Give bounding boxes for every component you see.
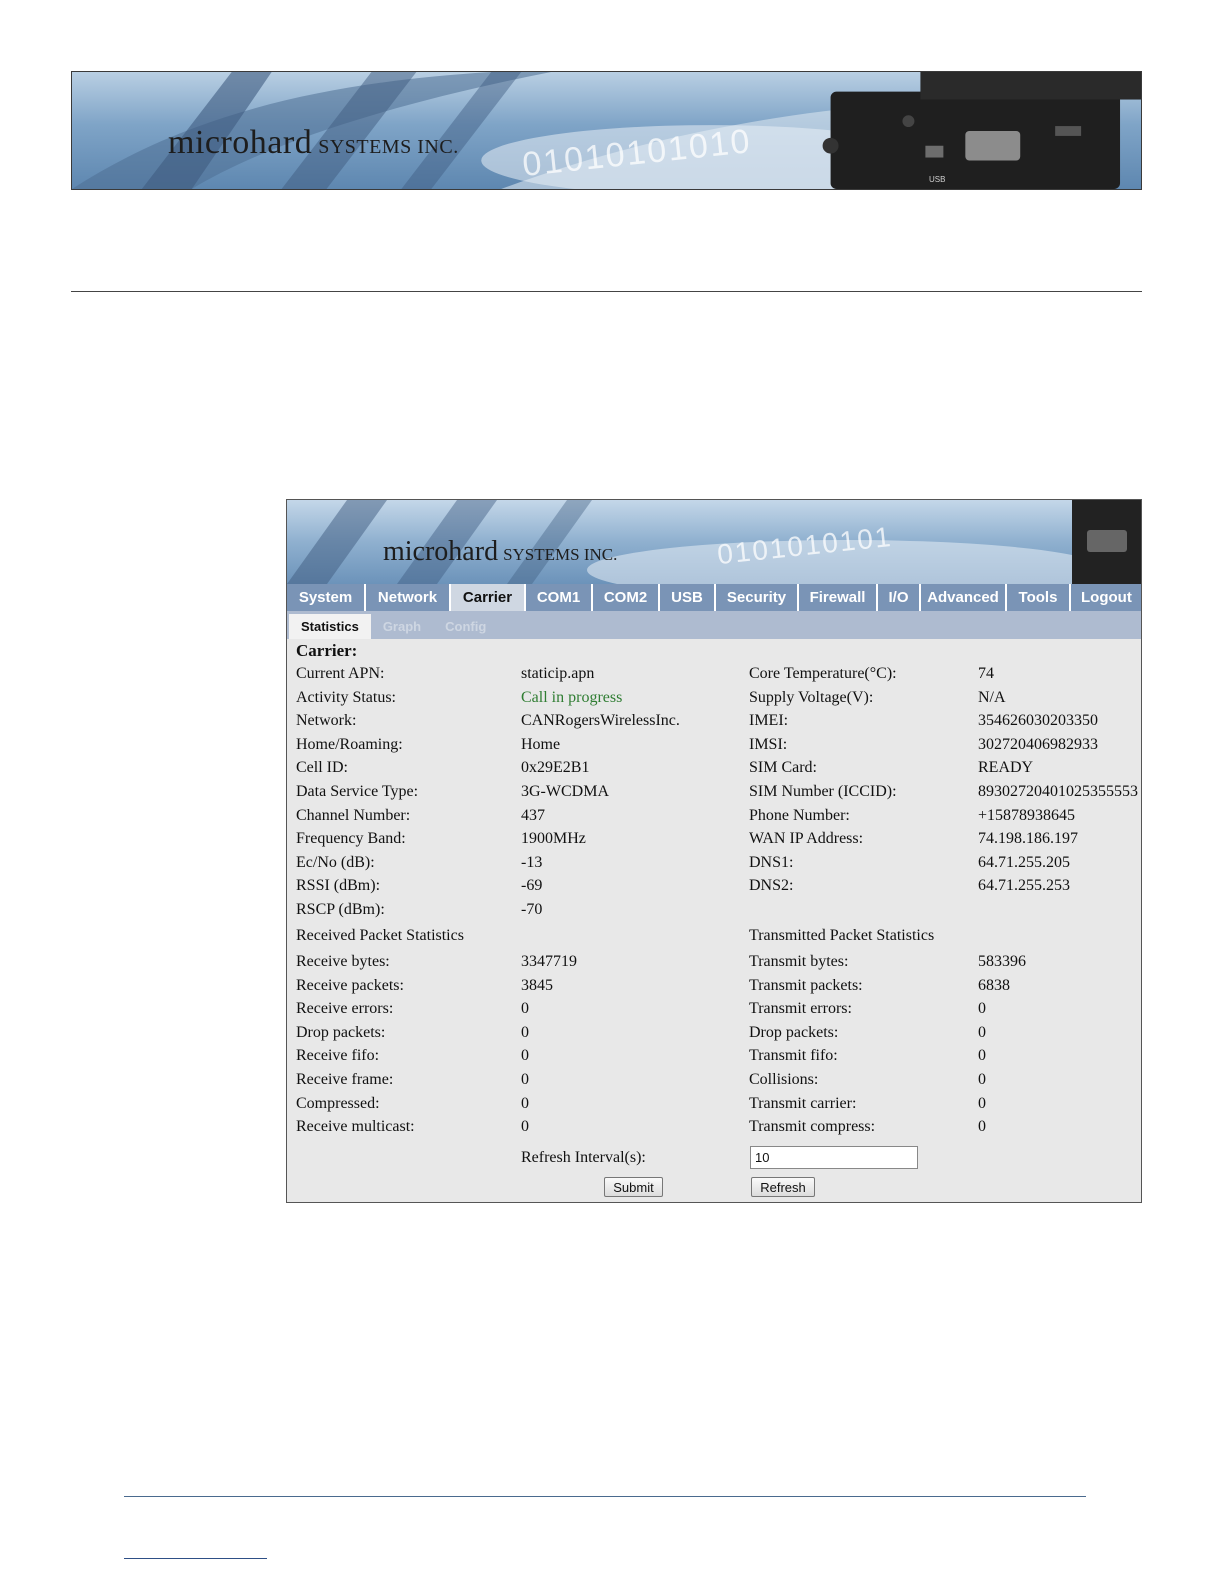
stat-label: Current APN: [296,665,385,682]
stat-value: N/A [978,688,1006,706]
company-logo [168,124,459,162]
stat-label: Activity Status: [296,688,396,706]
stat-value: 0 [521,1000,529,1018]
logo-sub-text: SYSTEMS INC. [318,136,459,158]
screenshot-logo-main: microhard [383,536,499,567]
screenshot-banner [287,500,1142,584]
carrier-stat-row [287,783,1142,806]
stat-label: SIM Number (ICCID): [749,783,897,800]
carrier-stat-row [287,877,1142,900]
stat-label: IMEI: [749,712,789,730]
subtab-statistics[interactable]: Statistics [289,614,371,639]
stat-label: Transmit packets: [749,976,863,994]
stat-label: Transmit bytes: [749,953,849,970]
stat-label: Receive fifo: [296,1047,380,1065]
stat-value: CANRogersWirelessInc. [521,712,680,730]
carrier-stat-row [287,736,1142,759]
tab-logout[interactable]: Logout [1071,584,1142,611]
packet-stat-row [287,953,1142,976]
tab-security[interactable]: Security [716,584,799,611]
page-banner [71,71,1142,190]
stat-value: 0 [978,1000,986,1018]
stat-value: 89302720401025355553 [978,783,1138,800]
stat-label: Receive multicast: [296,1118,415,1136]
carrier-stat-row [287,712,1142,735]
stat-value: 0 [978,1023,986,1041]
device-image [823,72,1141,189]
stat-value: Call in progress [521,688,623,706]
stat-label: Core Temperature(°C): [749,665,897,682]
stat-label: Collisions: [749,1071,819,1088]
stat-label: Transmit errors: [749,1000,852,1018]
screenshot-binary-decoration: 0101010101 [715,520,894,571]
tab-network[interactable]: Network [366,584,451,611]
stat-value: -70 [521,901,543,918]
header-divider [71,291,1142,292]
stat-label: Network: [296,712,357,730]
logo-main-text: microhard [168,124,313,161]
carrier-stat-row [287,854,1142,877]
stat-value: 0 [521,1071,529,1088]
submit-button[interactable]: Submit [604,1177,663,1197]
tab-io[interactable]: I/O [878,584,921,611]
stat-value: 1900MHz [521,830,586,848]
carrier-stat-row [287,759,1142,782]
tab-com1[interactable]: COM1 [526,584,593,611]
screenshot-logo [383,536,617,568]
tab-com2[interactable]: COM2 [593,584,660,611]
stat-label: Receive packets: [296,976,404,994]
stat-value: 3845 [521,976,553,994]
stat-label: DNS1: [749,853,794,871]
stat-label: SIM Card: [749,759,817,777]
carrier-stat-row [287,665,1142,688]
section-title: Carrier: [296,641,358,660]
tab-carrier[interactable]: Carrier [451,584,526,611]
stat-value: 64.71.255.253 [978,877,1070,895]
stat-label: RSCP (dBm): [296,901,385,918]
stat-value: 0 [521,1118,529,1136]
stat-value: 0 [521,1023,529,1041]
tab-advanced[interactable]: Advanced [921,584,1007,611]
main-nav [287,584,1142,611]
tab-firewall[interactable]: Firewall [799,584,878,611]
stat-value: 0x29E2B1 [521,759,590,777]
footer-link-underline [124,1558,267,1559]
stat-label: Channel Number: [296,806,411,824]
subtab-graph[interactable]: Graph [382,619,422,634]
stat-label: Data Service Type: [296,783,419,800]
tab-system[interactable]: System [287,584,366,611]
stat-value: 64.71.255.205 [978,853,1070,871]
stat-value: staticip.apn [521,665,595,682]
stat-value: 0 [521,1047,529,1065]
transmitted-packets-heading: Transmitted Packet Statistics [749,927,935,944]
packet-stat-row [287,1118,1142,1141]
stat-label: IMSI: [749,735,788,753]
stat-value: 74.198.186.197 [978,830,1078,848]
stat-label: Drop packets: [749,1023,839,1041]
carrier-stat-row [287,901,1142,924]
received-packets-heading: Received Packet Statistics [296,927,464,944]
footer-divider [124,1496,1086,1497]
stat-value: 302720406982933 [978,735,1098,753]
subtab-config[interactable]: Config [445,619,487,634]
binary-decoration: 01010101010 [520,122,754,184]
stat-value: -69 [521,877,543,895]
stat-value: 0 [978,1071,986,1088]
stat-value: 354626030203350 [978,712,1098,730]
carrier-statistics-screenshot [286,499,1142,1203]
stat-label: Transmit compress: [749,1118,876,1136]
screenshot-logo-sub: SYSTEMS INC. [503,545,618,564]
refresh-button[interactable]: Refresh [751,1177,815,1197]
stat-label: Drop packets: [296,1023,386,1041]
stat-label: RSSI (dBm): [296,877,381,895]
packet-stat-row [287,1000,1142,1023]
carrier-stat-row [287,830,1142,853]
refresh-interval-label: Refresh Interval(s): [521,1149,646,1166]
stat-value: Home [521,735,561,753]
packet-stat-row [287,1071,1142,1094]
tab-usb[interactable]: USB [660,584,716,611]
stat-label: WAN IP Address: [749,830,864,848]
stat-value: 0 [521,1094,529,1112]
stat-value: -13 [521,853,543,871]
stat-label: Receive errors: [296,1000,394,1018]
device-usb-label: USB [929,175,946,184]
stat-value: 3347719 [521,953,577,970]
packet-stats-headers [287,927,1142,950]
stat-value: READY [978,759,1034,777]
packet-stat-row [287,977,1142,1000]
stat-label: Cell ID: [296,759,348,777]
tab-tools[interactable]: Tools [1007,584,1071,611]
carrier-stat-row [287,807,1142,830]
stat-label: DNS2: [749,877,794,895]
stat-label: Transmit fifo: [749,1047,838,1065]
statistics-panel [287,639,1142,1203]
sub-nav [287,611,1142,639]
stat-value: 437 [521,806,545,824]
stat-label: Home/Roaming: [296,735,403,753]
packet-stat-row [287,1024,1142,1047]
stat-value: 3G-WCDMA [521,783,609,800]
packet-stat-row [287,1047,1142,1070]
packet-stat-row [287,1095,1142,1118]
stat-value: 74 [978,665,994,682]
stat-label: Ec/No (dB): [296,853,375,871]
stat-label: Compressed: [296,1094,380,1112]
carrier-stat-row [287,689,1142,712]
stat-label: Receive bytes: [296,953,390,970]
stat-value: 0 [978,1118,986,1136]
stat-label: Phone Number: [749,806,850,824]
stat-label: Transmit carrier: [749,1094,857,1112]
stat-value: 0 [978,1094,986,1112]
stat-value: 583396 [978,953,1026,970]
stat-value: 6838 [978,976,1010,994]
stat-value: 0 [978,1047,986,1065]
stat-value: +15878938645 [978,806,1076,824]
stat-label: Frequency Band: [296,830,406,848]
refresh-interval-input[interactable] [750,1146,918,1169]
stat-label: Receive frame: [296,1071,394,1088]
stat-label: Supply Voltage(V): [749,688,874,706]
